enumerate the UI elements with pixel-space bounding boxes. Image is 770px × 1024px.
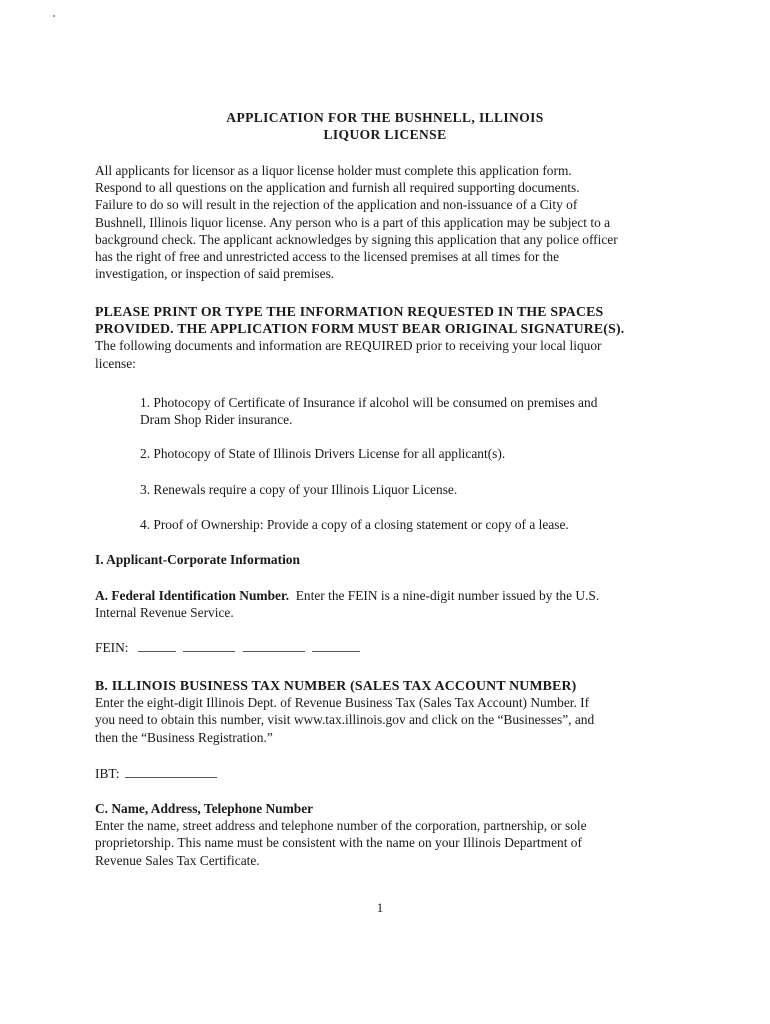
fein-text: Enter the FEIN is a nine-digit number issued by the U.S.: [295, 588, 600, 603]
fein-label: FEIN:: [95, 640, 129, 655]
intro-line: Respond to all questions on the application and furnish all required supporting documents.: [95, 180, 580, 196]
requirement-item-2: [140, 445, 660, 462]
contact-text-2: proprietorship. This name must be consistent with the name on your Illinois Department of: [95, 835, 582, 851]
section-heading-text: I. Applicant-Corporate Information: [95, 552, 300, 567]
required-line-2: license:: [95, 355, 136, 371]
fein-blank-4[interactable]: [312, 650, 360, 652]
fein-field: [95, 639, 675, 656]
intro-line: Failure to do so will result in the rejection of the application and non-issuance of a City of: [95, 197, 578, 213]
intro-line: background check. The applicant acknowledges by signing this application that any police officer: [95, 231, 618, 247]
requirement-item-4: [140, 516, 660, 533]
requirement-text: 1. Photocopy of Certificate of Insurance if alcohol will be consumed on premises and: [140, 395, 598, 410]
title-line-2: LIQUOR LICENSE: [323, 127, 447, 142]
fein-text-2: Internal Revenue Service.: [95, 605, 234, 621]
section-heading: [95, 551, 675, 568]
fein-heading: A. Federal Identification Number: [95, 588, 286, 603]
ibt-field: [95, 765, 675, 782]
requirement-text: 2. Photocopy of State of Illinois Drivers License for all applicant(s).: [140, 446, 506, 461]
notice-paragraph: [95, 303, 675, 372]
required-line-1: The following documents and information are REQUIRED prior to receiving your local liquor: [95, 338, 602, 354]
notice-line-1: PLEASE PRINT OR TYPE THE INFORMATION REQUESTED IN THE SPACES: [95, 304, 604, 319]
scan-speck: [53, 15, 55, 17]
intro-line: All applicants for licensor as a liquor license holder must complete this application form.: [95, 163, 572, 178]
intro-line: has the right of free and unrestricted access to the licensed premises at all times for the: [95, 249, 560, 265]
requirement-item-3: [140, 481, 660, 498]
requirement-text: Dram Shop Rider insurance.: [140, 412, 293, 428]
ibt-label: IBT:: [95, 766, 120, 781]
requirement-text: 4. Proof of Ownership: Provide a copy of a closing statement or copy of a lease.: [140, 517, 569, 532]
intro-paragraph: [95, 162, 675, 282]
fein-blank-3[interactable]: [243, 650, 305, 652]
contact-heading: C. Name, Address, Telephone Number: [95, 801, 314, 816]
contact-text-1: Enter the name, street address and telephone number of the corporation, partnership, or sole: [95, 818, 587, 834]
title-line-1: APPLICATION FOR THE BUSHNELL, ILLINOIS: [226, 110, 544, 125]
requirement-item-1: [140, 394, 660, 428]
fein-blank-2[interactable]: [183, 650, 235, 652]
intro-line: investigation, or inspection of said premises.: [95, 266, 335, 282]
ibt-section: [95, 677, 675, 746]
contact-section: [95, 800, 675, 869]
notice-line-2: PROVIDED. THE APPLICATION FORM MUST BEAR ORIGINAL SIGNATURE(S).: [95, 321, 625, 337]
requirement-text: 3. Renewals require a copy of your Illinois Liquor License.: [140, 482, 458, 497]
intro-line: Bushnell, Illinois liquor license. Any person who is a part of this application may be subject to a: [95, 214, 611, 230]
page-number: 1: [376, 900, 384, 915]
contact-text-3: Revenue Sales Tax Certificate.: [95, 852, 260, 868]
fein-section: [95, 587, 675, 621]
ibt-text-1: Enter the eight-digit Illinois Dept. of Revenue Business Tax (Sales Tax Account) Number. If: [95, 695, 590, 711]
fein-heading-period: .: [285, 588, 290, 603]
fein-blank-1[interactable]: [138, 650, 176, 652]
ibt-text-3: then the “Business Registration.”: [95, 729, 273, 745]
ibt-blank[interactable]: [125, 776, 217, 778]
ibt-heading: B. ILLINOIS BUSINESS TAX NUMBER (SALES TAX ACCOUNT NUMBER): [95, 678, 577, 693]
ibt-text-2: you need to obtain this number, visit www.tax.illinois.gov and click on the “Businesses”, and: [95, 712, 595, 728]
